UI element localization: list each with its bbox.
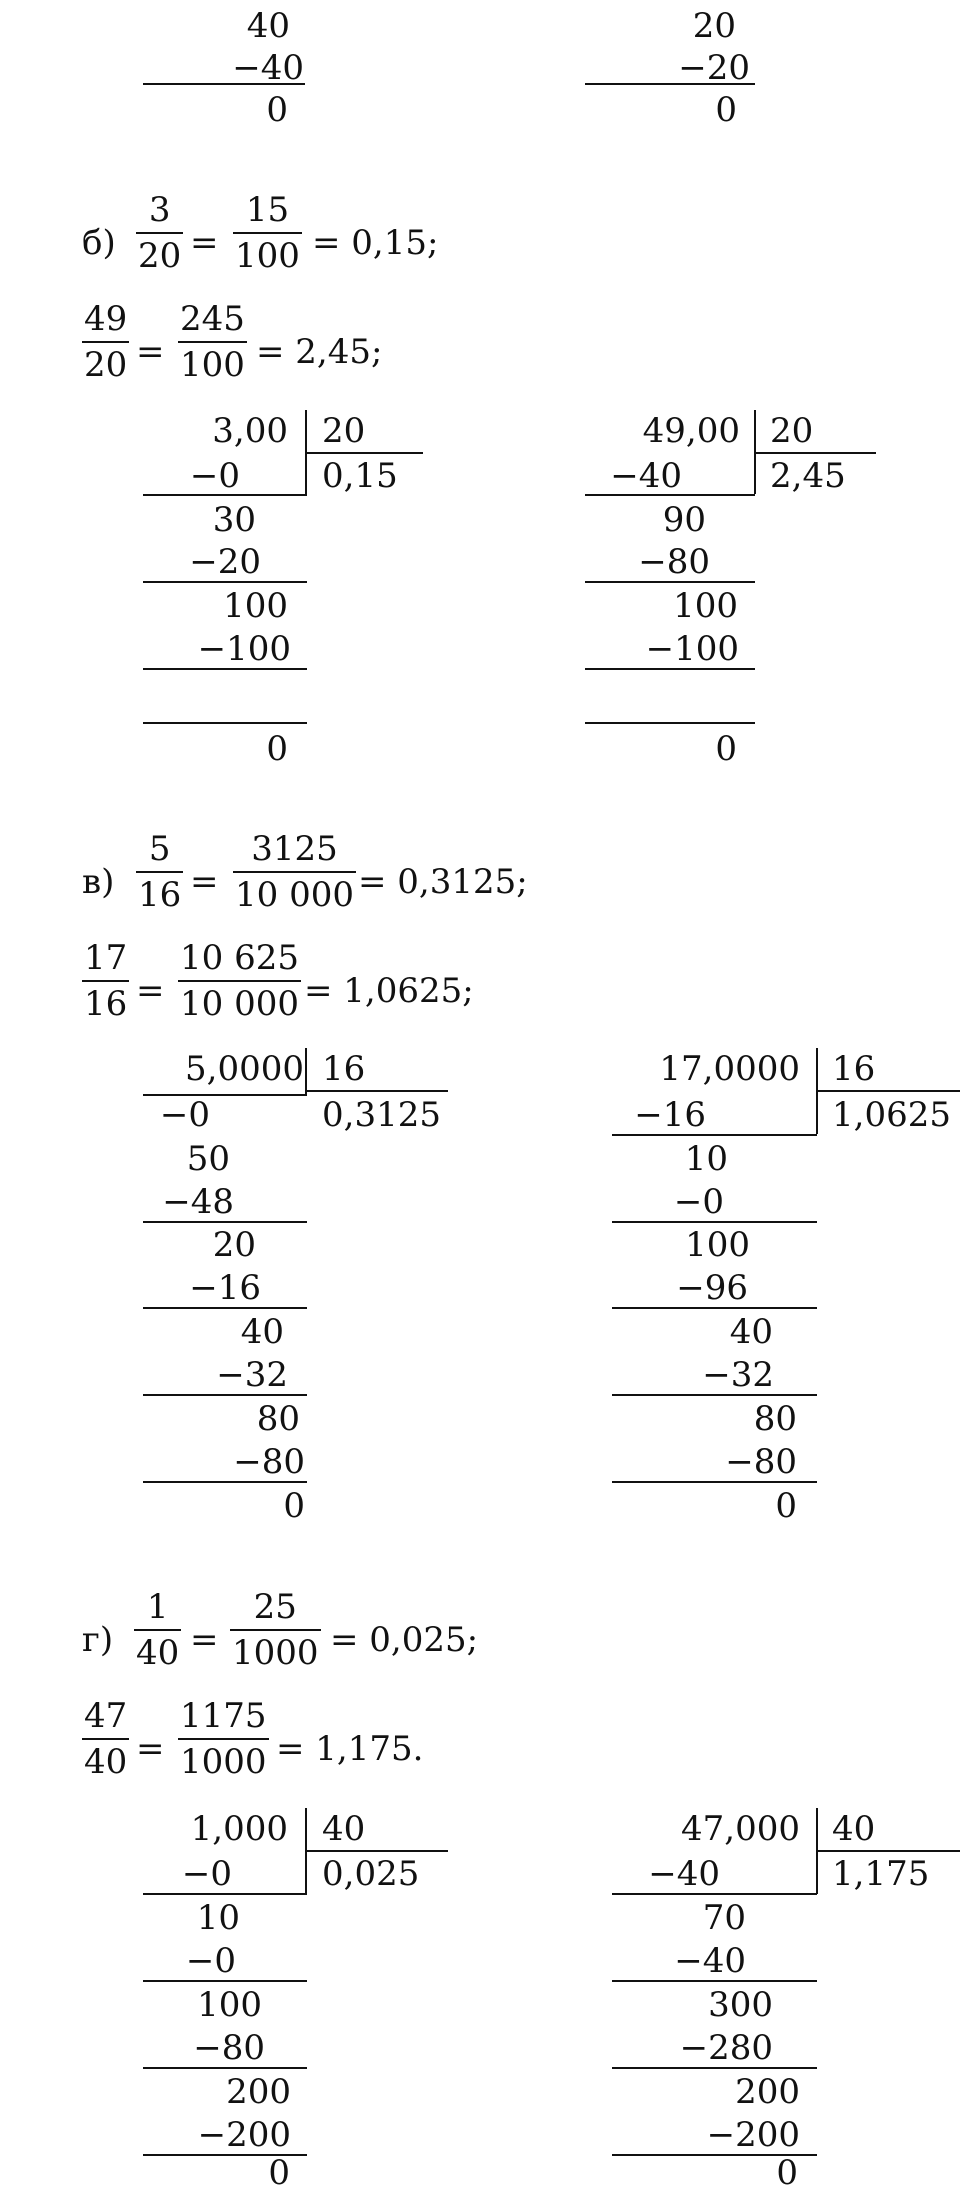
subtraction-line xyxy=(143,1980,307,1982)
digit-row: 90 xyxy=(662,500,706,540)
equation-result: = 0,3125; xyxy=(358,862,528,902)
fraction: 3125 10 000 xyxy=(235,829,354,915)
divisor: 16 xyxy=(832,1049,876,1089)
digit-row: −80 xyxy=(638,542,710,582)
digit-row: 100 xyxy=(673,586,738,626)
dividend: 47,000 xyxy=(681,1809,800,1849)
divisor-line xyxy=(305,452,423,454)
digit-row: 10 xyxy=(196,1898,240,1938)
section-label: в) xyxy=(82,862,115,902)
digit-row: 50 xyxy=(186,1139,230,1179)
digit-row: 0 xyxy=(776,2153,798,2193)
fraction: 3 20 xyxy=(138,190,182,276)
digit-row: 0 xyxy=(266,729,288,769)
digit-row: 40 xyxy=(246,6,290,46)
quotient: 0,025 xyxy=(322,1854,420,1894)
digit-row: 200 xyxy=(226,2072,291,2112)
equals-sign: = xyxy=(190,1620,219,1660)
fraction: 1175 1000 xyxy=(180,1696,267,1782)
subtraction-line xyxy=(143,83,305,85)
dividend: 3,00 xyxy=(212,411,288,451)
digit-row: 0 xyxy=(775,1486,797,1526)
digit-row: −200 xyxy=(706,2115,800,2155)
digit-row: −80 xyxy=(725,1442,797,1482)
digit-row: 20 xyxy=(692,6,736,46)
subtraction-line xyxy=(612,1980,817,1982)
divisor-line xyxy=(754,452,876,454)
division-bracket xyxy=(305,1048,307,1094)
digit-row: −20 xyxy=(678,48,750,88)
fraction: 25 1000 xyxy=(232,1587,319,1673)
subtraction-line xyxy=(612,1307,817,1309)
fraction: 245 100 xyxy=(180,299,245,385)
digit-row: 0 xyxy=(715,90,737,130)
divisor: 20 xyxy=(322,411,366,451)
equation-result: = 0,025; xyxy=(330,1620,479,1660)
subtraction-line xyxy=(585,83,755,85)
digit-row: −40 xyxy=(648,1854,720,1894)
digit-row: −80 xyxy=(233,1442,305,1482)
digit-row: −16 xyxy=(634,1095,706,1135)
divisor: 20 xyxy=(770,411,814,451)
divisor-line xyxy=(816,1850,960,1852)
dividend: 1,000 xyxy=(190,1809,288,1849)
fraction: 49 20 xyxy=(84,299,128,385)
digit-row: −200 xyxy=(197,2115,291,2155)
digit-row: 30 xyxy=(212,500,256,540)
divisor: 16 xyxy=(322,1049,366,1089)
quotient: 0,3125 xyxy=(322,1095,441,1135)
fraction: 15 100 xyxy=(235,190,300,276)
equation-result: = 1,0625; xyxy=(304,971,474,1011)
digit-row: −0 xyxy=(159,1095,210,1135)
digit-row: −280 xyxy=(679,2028,773,2068)
section-label: г) xyxy=(82,1620,114,1660)
subtraction-line xyxy=(585,722,755,724)
subtraction-line xyxy=(143,1893,307,1895)
subtraction-line xyxy=(143,581,307,583)
digit-row: −32 xyxy=(216,1355,288,1395)
subtraction-line xyxy=(143,668,307,670)
section-label: б) xyxy=(82,223,116,263)
subtraction-line xyxy=(612,2067,817,2069)
fraction: 47 40 xyxy=(84,1696,128,1782)
subtraction-line xyxy=(585,494,755,496)
digit-row: 70 xyxy=(702,1898,746,1938)
equals-sign: = xyxy=(136,1729,165,1769)
digit-row: −100 xyxy=(197,629,291,669)
digit-row: −96 xyxy=(676,1268,748,1308)
digit-row: −20 xyxy=(189,542,261,582)
digit-row: 40 xyxy=(729,1312,773,1352)
subtraction-line xyxy=(143,1307,307,1309)
subtraction-line xyxy=(612,1134,817,1136)
digit-row: −48 xyxy=(162,1182,234,1222)
digit-row: −100 xyxy=(645,629,739,669)
equation-result: = 1,175. xyxy=(276,1729,424,1769)
subtraction-line xyxy=(143,2067,307,2069)
subtraction-line xyxy=(585,581,755,583)
subtraction-line xyxy=(585,668,755,670)
dividend: 5,0000 xyxy=(185,1049,304,1089)
digit-row: 200 xyxy=(735,2072,800,2112)
subtraction-line xyxy=(143,1094,307,1096)
digit-row: 20 xyxy=(212,1225,256,1265)
equals-sign: = xyxy=(190,862,219,902)
digit-row: 0 xyxy=(266,90,288,130)
fraction: 5 16 xyxy=(138,829,182,915)
digit-row: 100 xyxy=(685,1225,750,1265)
subtraction-line xyxy=(612,1893,817,1895)
digit-row: −0 xyxy=(185,1941,236,1981)
digit-row: 80 xyxy=(753,1399,797,1439)
fraction: 17 16 xyxy=(84,938,128,1024)
equals-sign: = xyxy=(136,971,165,1011)
subtraction-line xyxy=(143,722,307,724)
subtraction-line xyxy=(143,1221,307,1223)
quotient: 1,0625 xyxy=(832,1095,951,1135)
digit-row: 100 xyxy=(223,586,288,626)
subtraction-line xyxy=(143,1481,307,1483)
fraction: 1 40 xyxy=(136,1587,180,1673)
equation-result: = 0,15; xyxy=(312,223,439,263)
equals-sign: = xyxy=(136,332,165,372)
digit-row: 80 xyxy=(256,1399,300,1439)
subtraction-line xyxy=(143,494,307,496)
subtraction-line xyxy=(143,1394,307,1396)
divisor: 40 xyxy=(322,1809,366,1849)
digit-row: −80 xyxy=(193,2028,265,2068)
digit-row: 300 xyxy=(708,1985,773,2025)
fraction: 10 625 10 000 xyxy=(180,938,299,1024)
digit-row: 10 xyxy=(684,1139,728,1179)
digit-row: 0 xyxy=(268,2153,290,2193)
digit-row: −40 xyxy=(610,456,682,496)
digit-row: −16 xyxy=(189,1268,261,1308)
subtraction-line xyxy=(612,1394,817,1396)
quotient: 1,175 xyxy=(832,1854,930,1894)
dividend: 17,0000 xyxy=(659,1049,800,1089)
digit-row: 0 xyxy=(283,1486,305,1526)
subtraction-line xyxy=(612,1221,817,1223)
divisor: 40 xyxy=(832,1809,876,1849)
digit-row: −32 xyxy=(702,1355,774,1395)
digit-row: −0 xyxy=(673,1182,724,1222)
equals-sign: = xyxy=(190,223,219,263)
divisor-line xyxy=(305,1090,448,1092)
quotient: 2,45 xyxy=(770,456,846,496)
digit-row: −40 xyxy=(674,1941,746,1981)
digit-row: −0 xyxy=(181,1854,232,1894)
divisor-line xyxy=(305,1850,448,1852)
digit-row: −0 xyxy=(189,456,240,496)
digit-row: 100 xyxy=(197,1985,262,2025)
equation-result: = 2,45; xyxy=(256,332,383,372)
digit-row: 40 xyxy=(240,1312,284,1352)
digit-row: −40 xyxy=(232,48,304,88)
subtraction-line xyxy=(612,1481,817,1483)
digit-row: 0 xyxy=(715,729,737,769)
divisor-line xyxy=(816,1090,960,1092)
dividend: 49,00 xyxy=(642,411,740,451)
quotient: 0,15 xyxy=(322,456,398,496)
